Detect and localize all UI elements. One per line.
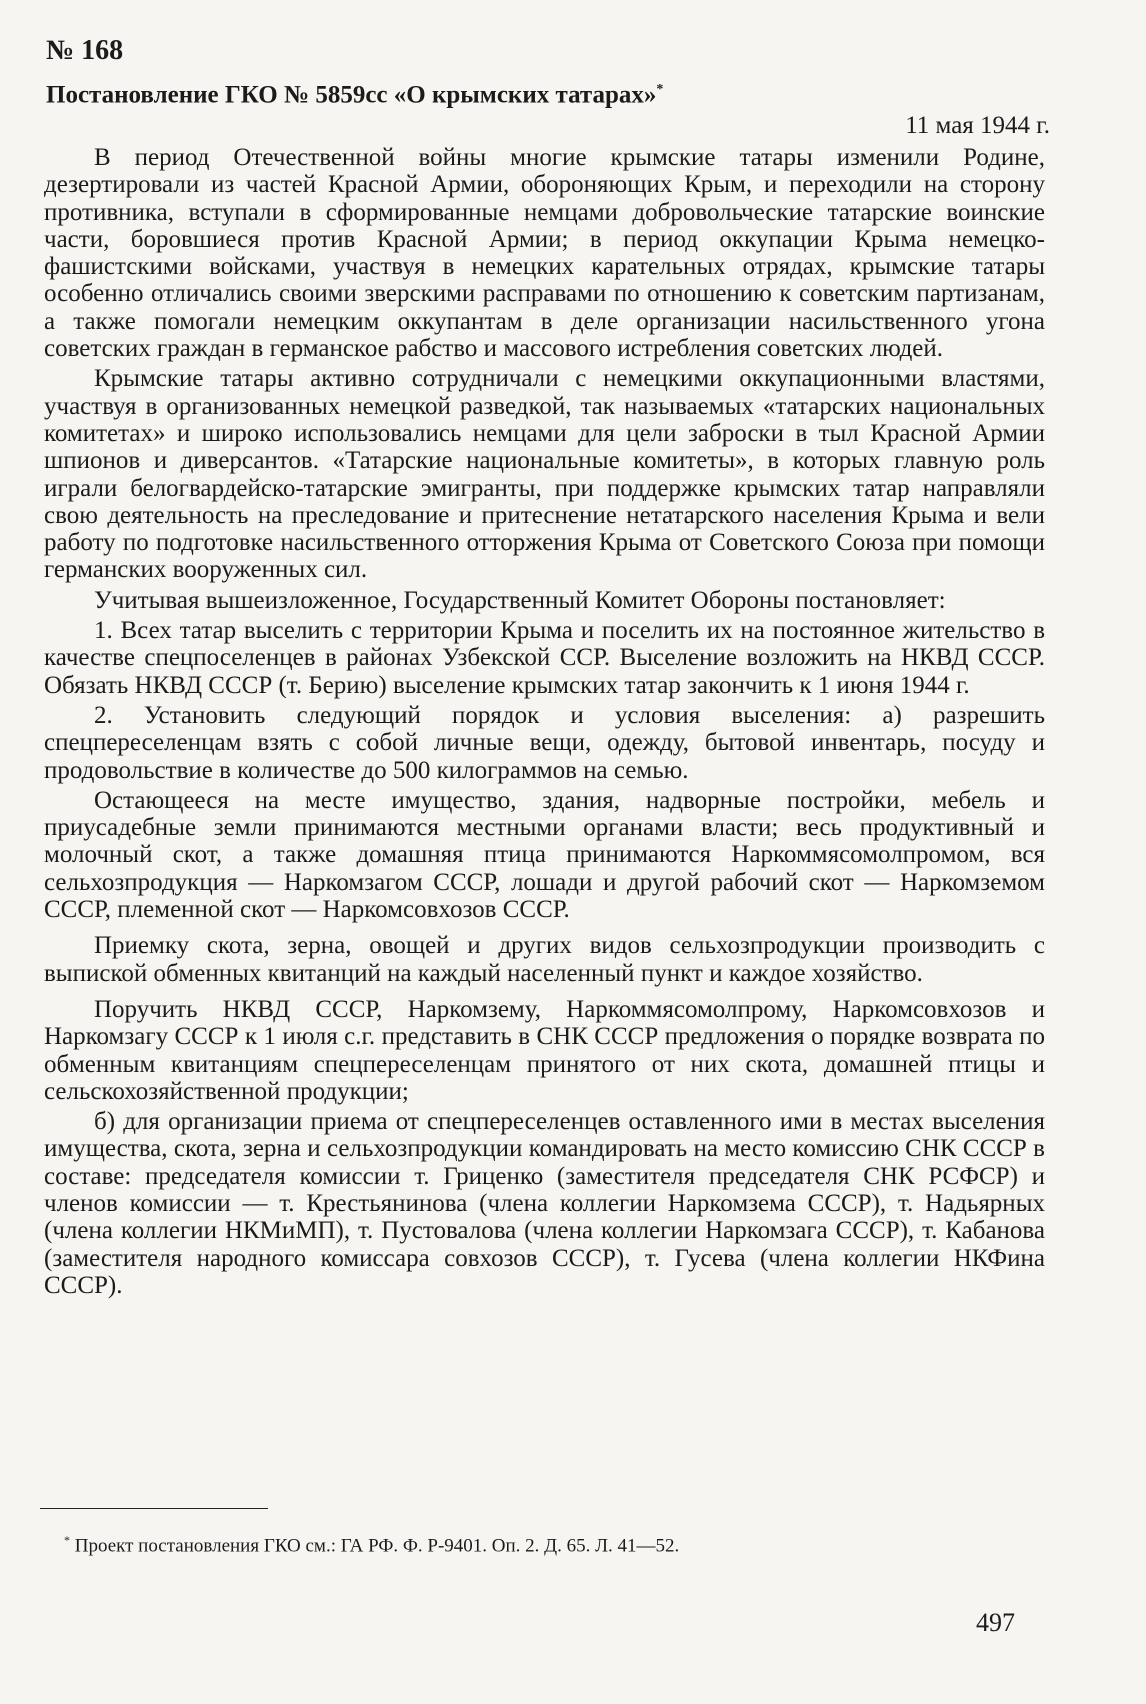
- document-title-text: Постановление ГКО № 5859сс «О крымских татарах»: [46, 81, 657, 109]
- document-title: [46, 74, 663, 111]
- footnote-divider: [40, 1508, 268, 1509]
- paragraph-preamble-2: Крымские татары активно сотрудничали с немецкими оккупационными властями, участвуя в организованных немецкой разведкой, так называемых «татарских национальных комитетах» и широко использовались немцами для цели заброски в тыл Красной Армии шпионов и диверсантов. «Татарские национальные комитеты», в которых главную роль играли белогвардейско-татарские эмигранты, при поддержке крымских татар направляли свою деятельность на преследование и притеснение нетатарского населения Крыма и вели работу по подготовке насильственного отторжения Крыма от Советского Союза при помощи германских вооруженных сил.: [44, 365, 1045, 584]
- paragraph-point-2: 2. Установить следующий порядок и условия выселения: а) разрешить спецпереселенцам взять с собой личные вещи, одежду, бытовой инвентарь, посуду и продовольствие в количестве до 500 килограммов на семью.: [44, 701, 1045, 784]
- footnote-text: Проект постановления ГКО см.: ГА РФ. Ф. Р-9401. Оп. 2. Д. 65. Л. 41—52.: [74, 1535, 680, 1557]
- document-body: [44, 144, 1045, 1302]
- page-number: 497: [976, 1608, 1015, 1637]
- paragraph-property: Остающееся на месте имущество, здания, надворные постройки, мебель и приусадебные земли принимаются местными органами власти; весь продуктивный и молочный скот, а также домашняя птица принимаются Наркоммясомолпромом, вся сельхозпродукция — Наркомзагом СССР, лошади и другой рабочий скот — Наркомземом СССР, племенной скот — Наркомсовхозов СССР.: [44, 786, 1045, 924]
- paragraph-assignment: Поручить НКВД СССР, Наркомзему, Наркоммясомолпрому, Наркомсовхозов и Наркомзагу СССР к 1 июля с.г. представить в СНК СССР предложения о порядке возврата по обменным квитанциям спецпереселенцам принятого от них скота, домашней птицы и сельскохозяйственной продукции;: [44, 995, 1045, 1105]
- footnote: [64, 1528, 679, 1558]
- paragraph-preamble-1: В период Отечественной войны многие крымские татары изменили Родине, дезертировали из частей Красной Армии, обороняющих Крым, и переходили на сторону противника, вступали в сформированные немцами добровольческие татарские воинские части, боровшиеся против Красной Армии; в период оккупации Крыма немецко-фашистскими войсками, участвуя в немецких карательных отрядах, крымские татары особенно отличались своими зверскими расправами по отношению к советским партизанам, а также помогали немецким оккупантам в деле организации насильственного угона советских граждан в германское рабство и массового истребления советских людей.: [44, 144, 1045, 363]
- paragraph-livestock-receipt: Приемку скота, зерна, овощей и других видов сельхозпродукции производить с выпиской обменных квитанций на каждый населенный пункт и каждое хозяйство.: [44, 932, 1045, 987]
- document-number: № 168: [46, 35, 124, 66]
- footnote-reference: *: [656, 82, 664, 97]
- paragraph-commission: б) для организации приема от спецпереселенцев оставленного ими в местах выселения имущества, скота, зерна и сельхозпродукции командировать на место комиссию СНК СССР в составе: председателя комиссии т. Гриценко (заместителя председателя СНК РСФСР) и членов комиссии — т. Крестьянинова (члена коллегии Наркомзема СССР), т. Надьярных (члена коллегии НКМиМП), т. Пустовалова (члена коллегии Наркомзага СССР), т. Кабанова (заместителя народного комиссара совхозов СССР), т. Гусева (члена коллегии НКФина СССР).: [44, 1108, 1045, 1299]
- footnote-marker: *: [64, 1533, 70, 1547]
- paragraph-resolution-intro: Учитывая вышеизложенное, Государственный Комитет Обороны постановляет:: [94, 586, 946, 614]
- document-date: 11 мая 1944 г.: [905, 112, 1050, 139]
- paragraph-point-1: 1. Всех татар выселить с территории Крыма и поселить их на постоянное жительство в качестве спецпоселенцев в районах Узбекской ССР. Выселение возложить на НКВД СССР. Обязать НКВД СССР (т. Берию) выселение крымских татар закончить к 1 июня 1944 г.: [44, 617, 1045, 699]
